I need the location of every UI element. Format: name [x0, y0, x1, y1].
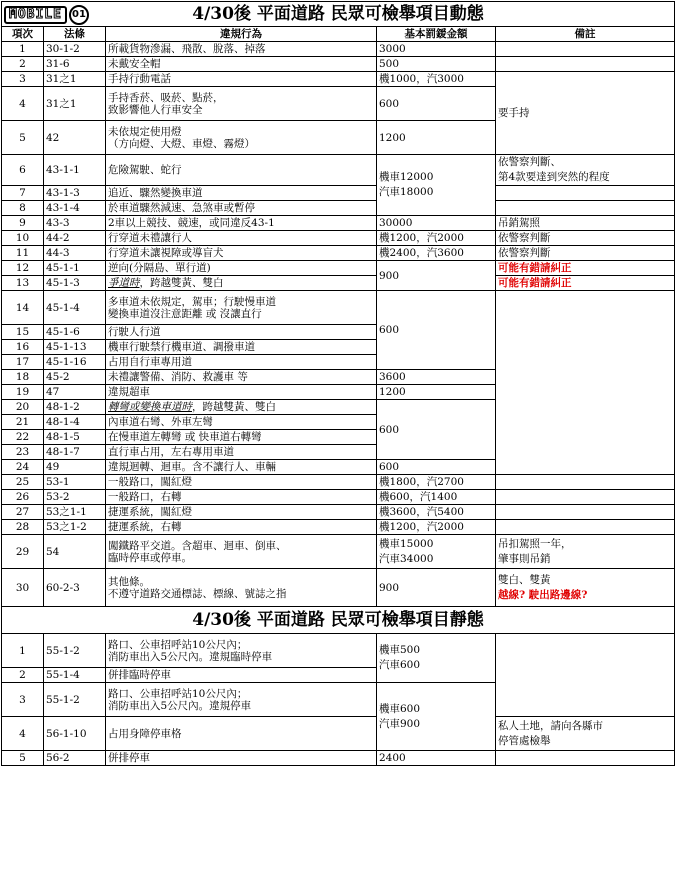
violation-text: 爭道時 — [108, 277, 140, 289]
law-article: 53-2 — [44, 490, 106, 505]
fine-amount — [377, 121, 496, 155]
dynamic-row — [2, 216, 675, 231]
note — [496, 535, 675, 569]
dynamic-row — [2, 505, 675, 520]
header-note: 備註 — [496, 27, 675, 42]
fine-amount — [377, 385, 496, 400]
law-article: 45-2 — [44, 370, 106, 385]
item-number: 22 — [2, 430, 44, 445]
violation-description — [106, 668, 377, 683]
dynamic-row — [2, 155, 675, 186]
fine-amount — [377, 460, 496, 475]
violation-description — [106, 520, 377, 535]
violation-text: ，跨越雙黃、雙白 — [139, 277, 224, 289]
violation-text: 一般路口，闖紅燈 — [108, 476, 192, 488]
fine-amount-line: 汽車900 — [379, 717, 421, 730]
dynamic-row — [2, 246, 675, 261]
dynamic-row — [2, 535, 675, 569]
item-number: 12 — [2, 261, 44, 276]
violation-text: 危險駕駛、蛇行 — [108, 164, 182, 176]
item-number: 27 — [2, 505, 44, 520]
header-violation: 違規行為 — [106, 27, 377, 42]
violation-description — [106, 276, 377, 291]
violation-text: 占用身障停車格 — [108, 727, 182, 740]
note-line: 吊扣駕照一年， — [498, 537, 572, 550]
fine-amount — [377, 261, 496, 291]
law-article: 45-1-13 — [44, 340, 106, 355]
law-article: 56-2 — [44, 751, 106, 766]
law-article: 48-1-7 — [44, 445, 106, 460]
fine-amount — [377, 246, 496, 261]
violation-text: 違規超車 — [108, 386, 150, 398]
violation-description — [106, 430, 377, 445]
item-number: 19 — [2, 385, 44, 400]
violation-text: 逆向(分隔島、單行道) — [108, 262, 211, 274]
fine-amount-line: 500 — [379, 58, 400, 70]
item-number: 5 — [2, 751, 44, 766]
note — [496, 155, 675, 186]
violation-description — [106, 505, 377, 520]
note — [496, 291, 675, 475]
violation-description — [106, 569, 377, 607]
item-number: 16 — [2, 340, 44, 355]
law-article: 48-1-4 — [44, 415, 106, 430]
note — [496, 216, 675, 231]
fine-amount — [377, 569, 496, 607]
note-line: 第4款要達到突然的程度 — [498, 171, 610, 183]
item-number: 7 — [2, 186, 44, 201]
fine-amount-line: 機600，汽1400 — [379, 491, 458, 503]
note-line: 可能有錯請糾正 — [498, 277, 572, 289]
dynamic-row — [2, 475, 675, 490]
note — [496, 72, 675, 155]
note-line: 可能有錯請糾正 — [498, 262, 572, 274]
fine-amount-line: 1200 — [379, 131, 406, 144]
law-article: 47 — [44, 385, 106, 400]
violation-text: 手持香菸、吸菸、點菸， — [108, 91, 224, 104]
item-number: 23 — [2, 445, 44, 460]
dynamic-row — [2, 490, 675, 505]
violation-text: 併排臨時停車 — [108, 669, 171, 681]
note-line: 越線? 駛出路邊線? — [498, 588, 588, 601]
dynamic-row — [2, 291, 675, 325]
law-article: 45-1-6 — [44, 325, 106, 340]
violation-text: 多車道未依規定，駕車；行駛慢車道 — [108, 295, 276, 308]
dynamic-row — [2, 72, 675, 87]
law-article: 56-1-10 — [44, 717, 106, 751]
note — [496, 231, 675, 246]
note — [496, 246, 675, 261]
violation-description — [106, 475, 377, 490]
violation-text: 內車道右彎、外車左彎 — [108, 416, 213, 428]
law-article: 53之1-2 — [44, 520, 106, 535]
fine-amount-line: 30000 — [379, 217, 413, 229]
item-number: 18 — [2, 370, 44, 385]
fine-amount-line: 3000 — [379, 43, 406, 55]
logo-text: MOBILE — [4, 6, 67, 24]
violation-description — [106, 355, 377, 370]
fine-amount-line: 機1000，汽3000 — [379, 73, 464, 85]
violation-description — [106, 370, 377, 385]
note-line: 私人土地，請向各縣市 — [498, 719, 603, 732]
violation-description — [106, 445, 377, 460]
note-line: 吊銷駕照 — [498, 217, 540, 229]
violation-text: 行穿道未禮讓行人 — [108, 232, 192, 244]
mobile01-logo — [4, 5, 89, 25]
fine-amount — [377, 216, 496, 231]
dynamic-row — [2, 42, 675, 57]
fine-amount-line: 600 — [379, 423, 400, 436]
violation-text: 路口、公車招呼站10公尺內； — [108, 687, 248, 700]
law-article: 44-2 — [44, 231, 106, 246]
violation-text: （方向燈、大燈、車燈、霧燈） — [108, 137, 255, 150]
note — [496, 475, 675, 490]
fine-amount — [377, 634, 496, 683]
law-article: 31-6 — [44, 57, 106, 72]
note — [496, 261, 675, 276]
item-number: 29 — [2, 535, 44, 569]
fine-amount-line: 3600 — [379, 371, 406, 383]
violation-text: 未依規定使用燈 — [108, 125, 182, 138]
violation-description — [106, 683, 377, 717]
dynamic-title-row — [2, 2, 675, 27]
violation-description — [106, 246, 377, 261]
violation-text: ，跨越雙黃、雙白 — [192, 401, 276, 413]
static-title: 4/30後 平面道路 民眾可檢舉項目靜態 — [192, 610, 484, 630]
violation-text: 直行車占用，左右專用車道 — [108, 446, 234, 458]
law-article: 30-1-2 — [44, 42, 106, 57]
law-article: 55-1-2 — [44, 683, 106, 717]
violation-table — [1, 1, 675, 766]
law-article: 44-3 — [44, 246, 106, 261]
violation-description — [106, 216, 377, 231]
fine-amount — [377, 291, 496, 370]
item-number: 1 — [2, 634, 44, 668]
law-article: 43-1-3 — [44, 186, 106, 201]
fine-amount — [377, 72, 496, 87]
fine-amount-line: 機車15000 — [379, 537, 434, 550]
violation-description — [106, 231, 377, 246]
fine-amount — [377, 490, 496, 505]
law-article: 43-3 — [44, 216, 106, 231]
fine-amount — [377, 683, 496, 751]
item-number: 9 — [2, 216, 44, 231]
violation-description — [106, 186, 377, 201]
traffic-violation-sheet — [1, 1, 674, 766]
item-number: 8 — [2, 201, 44, 216]
item-number: 1 — [2, 42, 44, 57]
fine-amount — [377, 370, 496, 385]
fine-amount-line: 機車500 — [379, 644, 421, 656]
fine-amount — [377, 231, 496, 246]
note-line: 依警察判斷 — [498, 247, 551, 259]
item-number: 26 — [2, 490, 44, 505]
violation-description — [106, 460, 377, 475]
law-article: 53之1-1 — [44, 505, 106, 520]
violation-description — [106, 751, 377, 766]
law-article: 43-1-4 — [44, 201, 106, 216]
fine-amount — [377, 520, 496, 535]
static-row — [2, 751, 675, 766]
violation-text: 路口、公車招呼站10公尺內； — [108, 638, 248, 651]
violation-text: 捷運系統，右轉 — [108, 521, 182, 533]
dynamic-row — [2, 569, 675, 607]
law-article: 45-1-1 — [44, 261, 106, 276]
dynamic-row — [2, 231, 675, 246]
violation-text: 轉彎或變換車道時 — [108, 401, 192, 413]
item-number: 17 — [2, 355, 44, 370]
violation-description — [106, 385, 377, 400]
dynamic-title: 4/30後 平面道路 民眾可檢舉項目動態 — [192, 4, 484, 24]
violation-text: 所載貨物滲漏、飛散、脫落、掉落 — [108, 43, 266, 55]
violation-description — [106, 87, 377, 121]
note — [496, 717, 675, 751]
fine-amount-line: 機車12000 — [379, 171, 434, 183]
law-article: 49 — [44, 460, 106, 475]
violation-text: 未禮讓警備、消防、救護車 等 — [108, 371, 248, 383]
fine-amount-line: 機1200，汽2000 — [379, 521, 464, 533]
header-law: 法條 — [44, 27, 106, 42]
fine-amount-line: 600 — [379, 461, 400, 473]
violation-text: 不遵守道路交通標誌、標線、號誌之指 — [108, 587, 287, 600]
violation-text: 臨時停車或停車。 — [108, 551, 192, 564]
item-number: 3 — [2, 683, 44, 717]
violation-text: 違規迴轉、迴車。含不讓行人、車輛 — [108, 461, 276, 473]
note — [496, 634, 675, 717]
law-article: 54 — [44, 535, 106, 569]
violation-description — [106, 291, 377, 325]
violation-description — [106, 634, 377, 668]
law-article: 31之1 — [44, 72, 106, 87]
logo-badge: 01 — [69, 5, 89, 25]
violation-description — [106, 535, 377, 569]
note — [496, 490, 675, 505]
fine-amount-line: 機1200，汽2000 — [379, 232, 464, 244]
violation-description — [106, 57, 377, 72]
fine-amount — [377, 42, 496, 57]
violation-text: 消防車出入5公尺內。違規停車 — [108, 699, 252, 712]
fine-amount — [377, 535, 496, 569]
violation-description — [106, 121, 377, 155]
note — [496, 42, 675, 57]
violation-text: 行駛人行道 — [108, 326, 161, 338]
dynamic-row — [2, 261, 675, 276]
fine-amount-line: 汽車600 — [379, 659, 421, 671]
fine-amount-line: 2400 — [379, 752, 406, 764]
note — [496, 186, 675, 201]
note-line: 雙白、雙黃 — [498, 573, 551, 586]
fine-amount-line: 汽車34000 — [379, 552, 434, 565]
law-article: 55-1-2 — [44, 634, 106, 668]
violation-text: 行穿道未讓視障或導盲犬 — [108, 247, 224, 259]
violation-text: 手持行動電話 — [108, 73, 171, 85]
header-row — [2, 27, 675, 42]
dynamic-row — [2, 276, 675, 291]
fine-amount-line: 汽車18000 — [379, 186, 434, 198]
violation-description — [106, 201, 377, 216]
item-number: 25 — [2, 475, 44, 490]
fine-amount-line: 機2400，汽3600 — [379, 247, 464, 259]
fine-amount-line: 600 — [379, 324, 400, 336]
fine-amount — [377, 505, 496, 520]
violation-description — [106, 72, 377, 87]
fine-amount-line: 機車600 — [379, 702, 421, 715]
fine-amount — [377, 155, 496, 216]
violation-text: 2車以上競技、競速，或同違反43-1 — [108, 217, 275, 229]
law-article: 48-1-5 — [44, 430, 106, 445]
violation-text: 占用自行車專用道 — [108, 356, 192, 368]
fine-amount — [377, 475, 496, 490]
item-number: 28 — [2, 520, 44, 535]
violation-description — [106, 717, 377, 751]
note — [496, 276, 675, 291]
fine-amount — [377, 751, 496, 766]
note — [496, 505, 675, 520]
item-number: 4 — [2, 717, 44, 751]
violation-description — [106, 340, 377, 355]
note — [496, 751, 675, 766]
note-line: 肇事則吊銷 — [498, 552, 551, 565]
law-article: 60-2-3 — [44, 569, 106, 607]
law-article: 43-1-1 — [44, 155, 106, 186]
fine-amount-line: 900 — [379, 269, 400, 282]
item-number: 24 — [2, 460, 44, 475]
fine-amount — [377, 400, 496, 460]
fine-amount — [377, 87, 496, 121]
violation-text: 於車道驟然減速、急煞車或暫停 — [108, 202, 255, 214]
static-row — [2, 717, 675, 751]
dynamic-row — [2, 520, 675, 535]
fine-amount-line: 1200 — [379, 386, 406, 398]
item-number: 10 — [2, 231, 44, 246]
fine-amount-line: 900 — [379, 581, 400, 594]
fine-amount — [377, 57, 496, 72]
violation-text: 追近、驟然變換車道 — [108, 187, 203, 199]
static-title-row — [2, 607, 675, 634]
law-article: 55-1-4 — [44, 668, 106, 683]
violation-text: 未戴安全帽 — [108, 58, 161, 70]
violation-text: 消防車出入5公尺內。違規臨時停車 — [108, 650, 273, 663]
violation-text: 併排停車 — [108, 752, 150, 764]
violation-description — [106, 490, 377, 505]
item-number: 2 — [2, 57, 44, 72]
violation-description — [106, 415, 377, 430]
item-number: 6 — [2, 155, 44, 186]
violation-text: 其他條。 — [108, 575, 150, 588]
fine-amount-line: 機3600，汽5400 — [379, 506, 464, 518]
law-article: 45-1-16 — [44, 355, 106, 370]
item-number: 20 — [2, 400, 44, 415]
law-article: 45-1-3 — [44, 276, 106, 291]
item-number: 13 — [2, 276, 44, 291]
item-number: 3 — [2, 72, 44, 87]
violation-description — [106, 325, 377, 340]
item-number: 30 — [2, 569, 44, 607]
fine-amount-line: 600 — [379, 97, 400, 110]
item-number: 4 — [2, 87, 44, 121]
law-article: 31之1 — [44, 87, 106, 121]
note-line: 依警察判斷、 — [498, 156, 561, 168]
header-fine: 基本罰鍰金額 — [377, 27, 496, 42]
violation-text: 變換車道沒注意距離 或 沒讓直行 — [108, 307, 262, 320]
violation-description — [106, 261, 377, 276]
note — [496, 569, 675, 607]
law-article: 53-1 — [44, 475, 106, 490]
violation-description — [106, 42, 377, 57]
violation-text: 致影響他人行車安全 — [108, 103, 203, 116]
dynamic-row — [2, 57, 675, 72]
dynamic-row — [2, 186, 675, 201]
violation-description — [106, 400, 377, 415]
item-number: 21 — [2, 415, 44, 430]
item-number: 14 — [2, 291, 44, 325]
note-line: 要手持 — [498, 107, 530, 119]
item-number: 2 — [2, 668, 44, 683]
violation-text: 在慢車道左轉彎 或 快車道右轉彎 — [108, 431, 262, 443]
item-number: 11 — [2, 246, 44, 261]
fine-amount-line: 機1800，汽2700 — [379, 476, 464, 488]
law-article: 48-1-2 — [44, 400, 106, 415]
note — [496, 57, 675, 72]
note — [496, 520, 675, 535]
note-line: 依警察判斷 — [498, 232, 551, 244]
dynamic-row — [2, 201, 675, 216]
static-row — [2, 634, 675, 668]
item-number: 15 — [2, 325, 44, 340]
item-number: 5 — [2, 121, 44, 155]
violation-text: 機車行駛禁行機車道、調撥車道 — [108, 341, 255, 353]
note-line: 停管處檢舉 — [498, 734, 551, 747]
violation-text: 捷運系統，闖紅燈 — [108, 506, 192, 518]
violation-description — [106, 155, 377, 186]
law-article: 42 — [44, 121, 106, 155]
violation-text: 一般路口，右轉 — [108, 491, 182, 503]
header-no: 項次 — [2, 27, 44, 42]
note — [496, 201, 675, 216]
law-article: 45-1-4 — [44, 291, 106, 325]
violation-text: 闖鐵路平交道。含超車、迴車、倒車、 — [108, 539, 287, 552]
